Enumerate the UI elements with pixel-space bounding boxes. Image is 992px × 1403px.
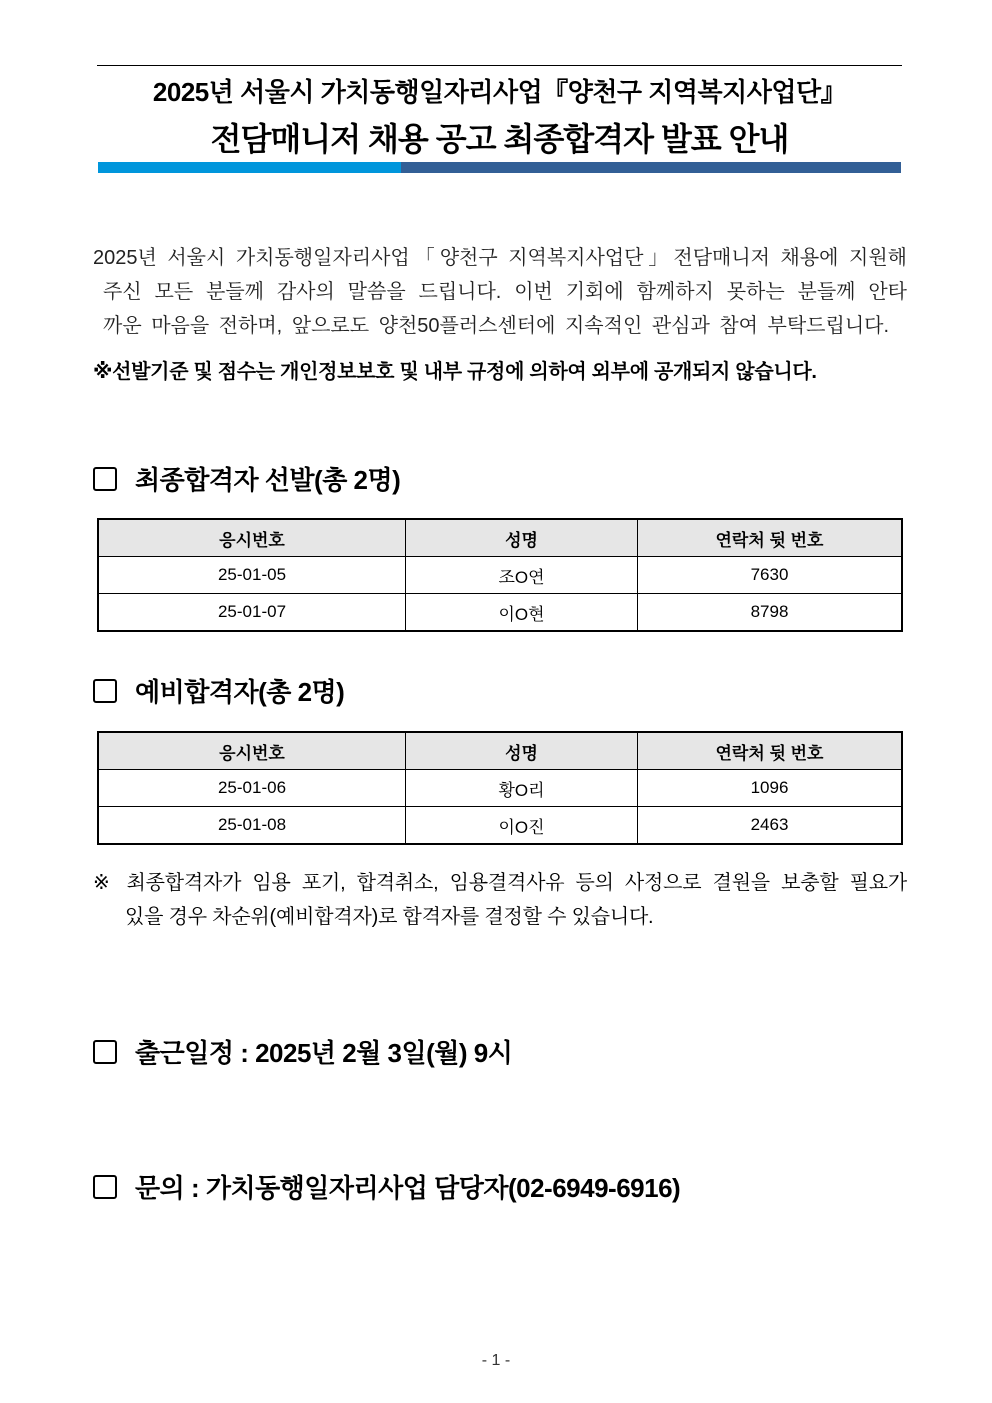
section-reserve (93, 672, 344, 709)
table-cell: 이O현 (406, 594, 638, 632)
checkbox-icon (93, 1175, 117, 1199)
column-header: 응시번호 (98, 519, 406, 557)
section-heading: 예비합격자(총 2명) (135, 677, 345, 707)
final-table (97, 518, 903, 632)
page-number: - 1 - (481, 1352, 511, 1369)
table-row (98, 557, 902, 594)
title-bar-left (98, 162, 401, 173)
table-row (98, 594, 902, 632)
intro-line: 까운 마음을 전하며, 앞으로도 양천50플러스센터에 지속적인 관심과 참여 부탁드립니다. (103, 315, 890, 337)
section-heading: 출근일정 : 2025년 2월 3일(월) 9시 (135, 1038, 513, 1068)
checkbox-icon (93, 1040, 117, 1064)
intro-paragraph (93, 241, 907, 343)
title-line1: 2025년 서울시 가치동행일자리사업『양천구 지역복지사업단』 (152, 77, 847, 107)
table-cell: 8798 (638, 594, 903, 632)
section-final (93, 460, 400, 497)
table-cell: 7630 (638, 557, 903, 594)
table-row (98, 770, 902, 807)
note-line: 있을 경우 차순위(예비합격자)로 합격자를 결정할 수 있습니다. (125, 906, 654, 928)
table-header-row (98, 519, 902, 557)
column-header: 연락처 뒷 번호 (638, 732, 903, 770)
table-cell: 2463 (638, 807, 903, 845)
table-header-row (98, 732, 902, 770)
top-rule (97, 65, 902, 66)
table-row (98, 807, 902, 845)
column-header: 연락처 뒷 번호 (638, 519, 903, 557)
reserve-table (97, 731, 903, 845)
reserve-note (93, 866, 907, 934)
table-cell: 황O리 (406, 770, 638, 807)
section-heading: 최종합격자 선발(총 2명) (135, 465, 401, 495)
column-header: 성명 (406, 519, 638, 557)
table-cell: 이O진 (406, 807, 638, 845)
checkbox-icon (93, 679, 117, 703)
section-start-date (93, 1033, 512, 1070)
column-header: 성명 (406, 732, 638, 770)
table-cell: 25-01-06 (98, 770, 406, 807)
table-cell: 25-01-08 (98, 807, 406, 845)
table-cell: 조O연 (406, 557, 638, 594)
checkbox-icon (93, 467, 117, 491)
table-cell: 25-01-07 (98, 594, 406, 632)
title-bar-right (401, 162, 901, 173)
section-contact (93, 1168, 680, 1205)
intro-line: 2025년 서울시 가치동행일자리사업「양천구 지역복지사업단」전담매니저 채용에 지원해 (93, 247, 907, 269)
intro-line: 주신 모든 분들께 감사의 말씀을 드립니다. 이번 기회에 함께하지 못하는 분들께 안타 (103, 281, 907, 303)
note-line: ※ 최종합격자가 임용 포기, 합격취소, 임용결격사유 등의 사정으로 결원을 보충할 필요가 (93, 872, 907, 894)
section-heading: 문의 : 가치동행일자리사업 담당자(02-6949-6916) (135, 1173, 681, 1203)
table-cell: 1096 (638, 770, 903, 807)
page-title: 전담매니저 채용 공고 최종합격자 발표 안내 (210, 121, 789, 157)
selection-notice: ※선발기준 및 점수는 개인정보보호 및 내부 규정에 의하여 외부에 공개되지 않습니다. (93, 361, 817, 383)
column-header: 응시번호 (98, 732, 406, 770)
table-cell: 25-01-05 (98, 557, 406, 594)
